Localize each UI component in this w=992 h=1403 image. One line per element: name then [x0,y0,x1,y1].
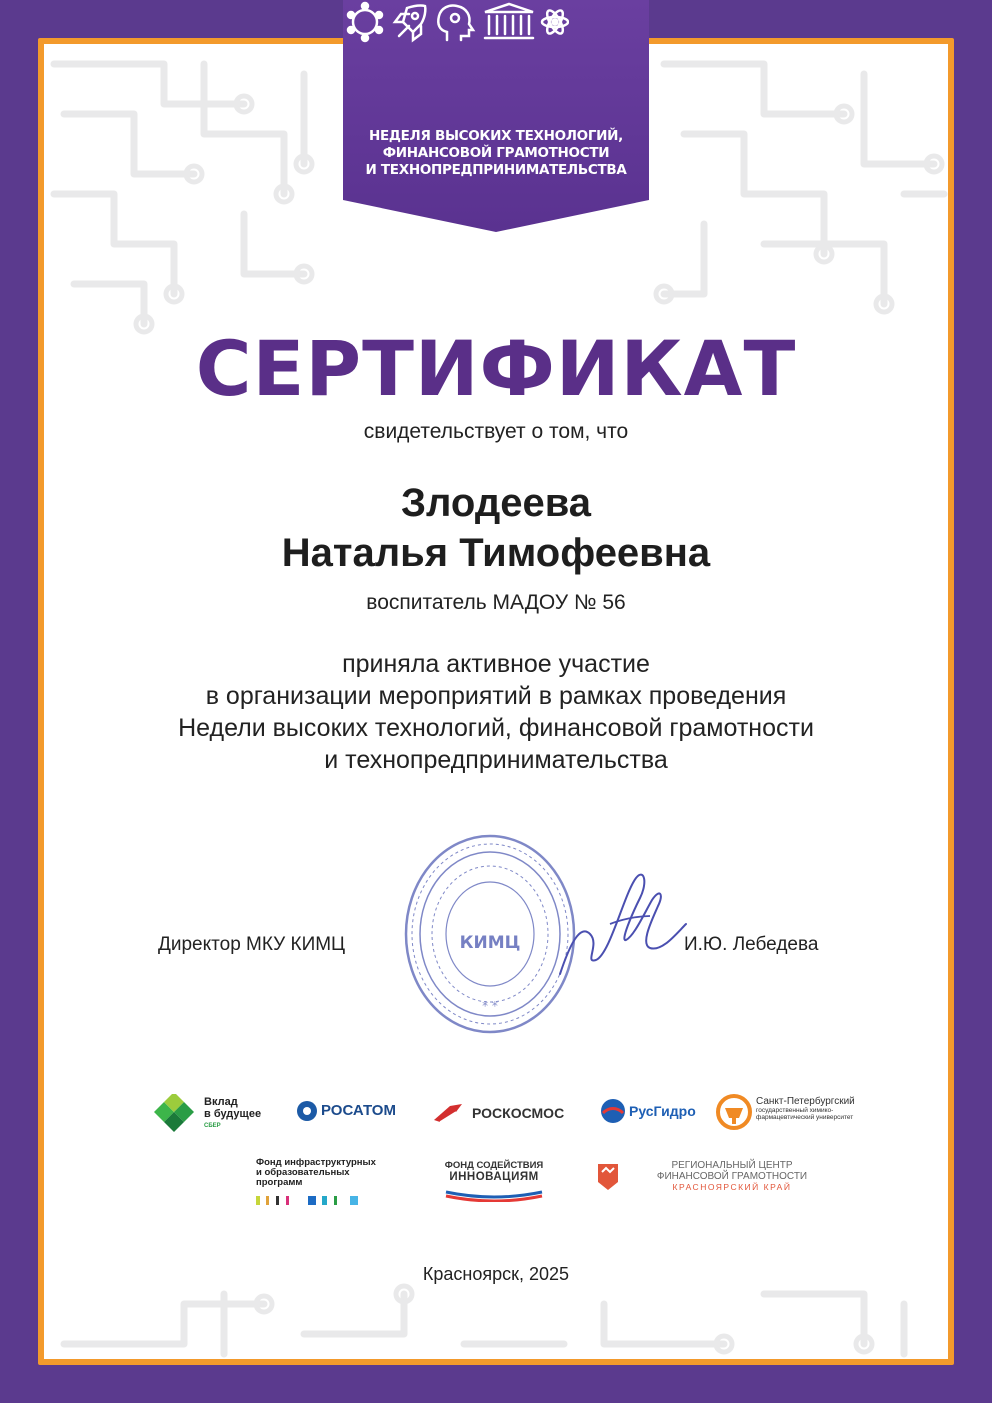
svg-text:* *: * * [482,999,498,1013]
rushydro-icon [600,1098,626,1124]
stamp-center-text: КИМЦ [459,933,521,953]
rosatom-text: РОСАТОМ [321,1102,396,1119]
recipient-surname: Злодеева [400,481,592,525]
body-line: и технопредпринимательства [324,746,668,774]
vklad-logo [152,1094,272,1134]
rushydro-logo [600,1098,700,1126]
certificate-body [0,648,992,776]
recipient-given-names: Наталья Тимофеевна [281,531,711,575]
fsi-flag-wave-icon [444,1188,544,1202]
fond-line: программ [256,1177,303,1188]
rosatom-logo [296,1100,410,1124]
handwritten-signature [540,864,690,984]
bank-icon [485,4,533,38]
spb-line: Санкт-Петербургский [756,1096,855,1107]
network-icon [348,3,382,41]
rc-line: РЕГИОНАЛЬНЫЙ ЦЕНТР [671,1160,793,1171]
director-title: Директор МКУ КИМЦ [158,934,346,955]
certificate-subtitle: свидетельствует о том, что [363,420,629,443]
signer-name: И.Ю. Лебедева [684,934,819,955]
regional-center-logo [596,1160,816,1194]
body-line: Недели высоких технологий, финансовой грамотности [178,714,814,742]
fond-color-bars-icon [256,1196,366,1206]
fond-line: Фонд инфраструктурных [256,1157,376,1168]
fond-logo [256,1158,386,1208]
rc-line: КРАСНОЯРСКИЙ КРАЙ [672,1182,792,1192]
roscosmos-logo [432,1102,582,1124]
body-line: в организации мероприятий в рамках проведения [205,682,787,710]
vklad-mark-icon [152,1094,196,1134]
rc-line: ФИНАНСОВОЙ ГРАМОТНОСТИ [656,1171,808,1182]
recipient-position: воспитатель МАДОУ № 56 [366,591,626,614]
roscosmos-icon [432,1102,464,1124]
certificate-title: СЕРТИФИКАТ [195,324,797,413]
banner-line: ФИНАНСОВОЙ ГРАМОТНОСТИ [382,145,610,161]
fsi-line: ИННОВАЦИЯМ [449,1171,539,1183]
fsi-logo [444,1160,544,1204]
vklad-small: СБЕР [204,1123,221,1129]
banner-line: НЕДЕЛЯ ВЫСОКИХ ТЕХНОЛОГИЙ, [368,128,623,144]
head-gears-icon [438,5,473,40]
atom-icon [542,8,568,36]
spb-line: государственный химико- [756,1107,834,1114]
vklad-line: в будущее [204,1108,262,1120]
spb-university-logo [716,1090,878,1136]
rosatom-icon [296,1100,318,1122]
university-emblem-icon [716,1090,752,1134]
rushydro-text: РусГидро [629,1103,696,1119]
recipient-name [0,478,992,578]
roscosmos-text: РОСКОСМОС [472,1105,565,1121]
banner-line: И ТЕХНОПРЕДПРИНИМАТЕЛЬСТВА [365,162,627,178]
vklad-line: Вклад [204,1096,238,1108]
fsi-line: ФОНД СОДЕЙСТВИЯ [444,1160,544,1171]
body-line: приняла активное участие [342,650,650,678]
city-year: Красноярск, 2025 [422,1264,570,1284]
fond-line: и образовательных [256,1167,350,1178]
banner-title [343,128,649,179]
regional-center-icon [596,1162,620,1192]
spb-line: фармацевтический университет [756,1114,854,1121]
rocket-icon [395,6,425,41]
event-banner [343,0,649,232]
